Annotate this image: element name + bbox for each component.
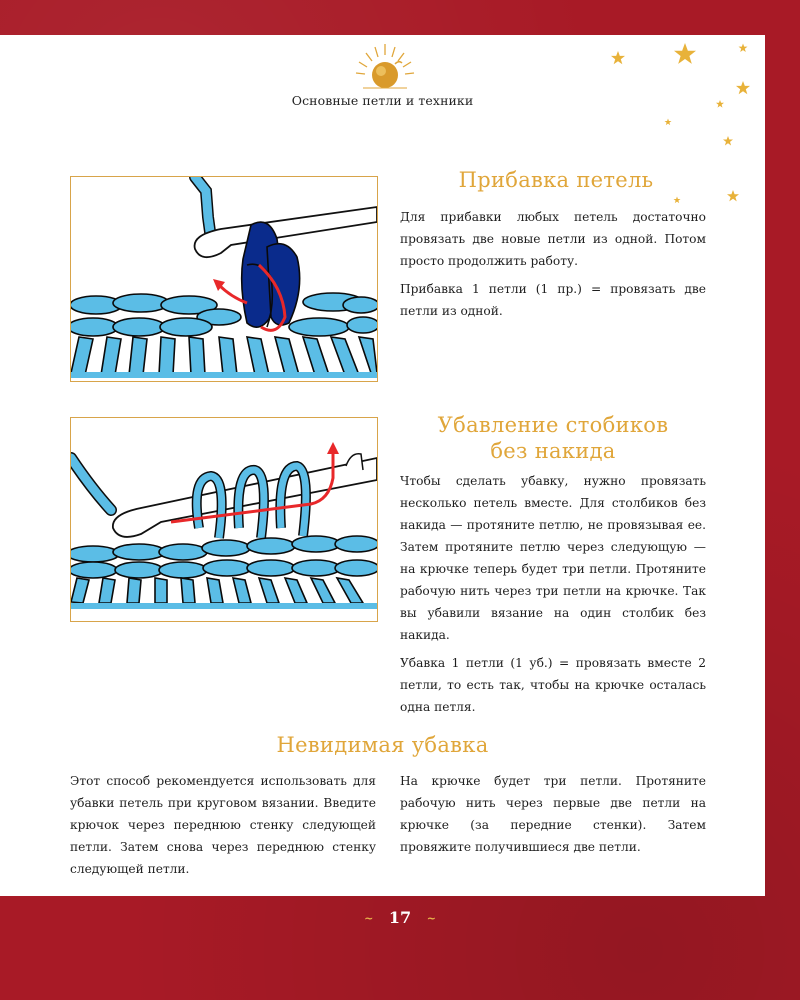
invisible-right-text: На крючке будет три петли. Протяните рабочую нить через первые две петли на крючке (за передние стенки). Затем провяжите получившиеся две петли.: [400, 774, 706, 854]
increase-title: Прибавка петель: [458, 168, 654, 192]
decrease-title: [400, 412, 706, 464]
page-number: [0, 908, 800, 927]
ornament-left-icon: ~: [364, 912, 374, 925]
golden-sun-emblem-icon: [353, 42, 417, 90]
crochet-increase-illustration: [70, 176, 378, 382]
increase-paragraph-1: Для прибавки любых петель достаточно провязать две новые петли из одной. Потом просто продолжить работу.: [400, 210, 706, 268]
decrease-text: [400, 470, 706, 724]
decrease-paragraph-2: Убавка 1 петли (1 уб.) = провязать вместе 2 петли, то есть так, чтобы на крючке осталась одна петля.: [400, 656, 706, 714]
crochet-decrease-illustration: [70, 417, 378, 622]
page-number-value: 17: [388, 908, 412, 927]
decrease-title-line-2: без накида: [490, 439, 616, 463]
increase-text: [400, 206, 706, 328]
gold-stars-decoration-icon: [600, 36, 800, 226]
increase-paragraph-2: Прибавка 1 петли (1 пр.) = провязать две петли из одной.: [400, 282, 706, 318]
decrease-paragraph-1: Чтобы сделать убавку, нужно провязать несколько петель вместе. Для столбиков без накида — протяните петлю, не провязывая ее. Затем протяните петлю через следующую — на крючке теперь будет три петли. Протяните рабочую нить через три петли на крючке. Так вы убавили вязание на один столбик без накида.: [400, 474, 706, 642]
invisible-left-column: [70, 770, 376, 886]
invisible-decrease-title: Невидимая убавка: [276, 733, 489, 757]
ornament-right-icon: ~: [426, 912, 436, 925]
invisible-left-text: Этот способ рекомендуется использовать для убавки петель при круговом вязании. Введите крючок через переднюю стенку следующей петли. Затем снова через переднюю стенку следующей петли.: [70, 774, 376, 876]
decrease-title-line-1: Убавление стобиков: [437, 413, 669, 437]
invisible-right-column: [400, 770, 706, 864]
running-header: Основные петли и техники: [291, 93, 474, 108]
